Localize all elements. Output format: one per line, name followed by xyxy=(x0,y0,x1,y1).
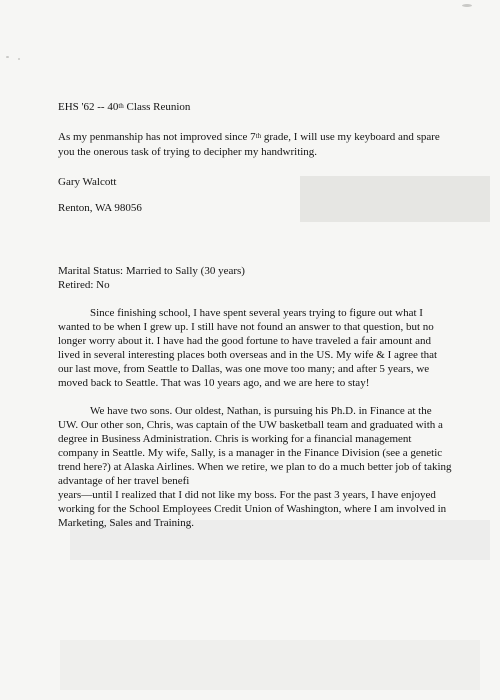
intro-line-1: As my penmanship has not improved since 7th grade, I will use my keyboard and spare xyxy=(58,131,440,143)
marital-status: Marital Status: Married to Sally (30 years) xyxy=(58,265,245,277)
body-line: degree in Business Administration. Chris is working for a financial management xyxy=(58,433,412,445)
body-line: company in Seattle. My wife, Sally, is a manager in the Finance Division (see a genetic xyxy=(58,447,443,459)
scan-speck xyxy=(6,56,9,58)
scan-smudge xyxy=(60,640,480,690)
body-line: our last move, from Seattle to Dallas, was one move too many; and after 5 years, we xyxy=(58,363,430,375)
author-location: Renton, WA 98056 xyxy=(58,202,142,214)
body-line: UW. Our other son, Chris, was captain of the UW basketball team and graduated with a xyxy=(58,419,443,431)
retired-status: Retired: No xyxy=(58,279,110,291)
body-line: working for the School Employees Credit Union of Washington, where I am involved in xyxy=(58,503,447,515)
body-line: advantage of her travel benefi xyxy=(58,475,190,487)
intro-line-2: you the onerous task of trying to decipher my handwriting. xyxy=(58,146,318,158)
scan-speck xyxy=(18,58,20,60)
body-line: trend here?) at Alaska Airlines. When we retire, we plan to do a much better job of taking xyxy=(58,461,452,473)
author-name: Gary Walcott xyxy=(58,176,117,188)
body-line: moved back to Seattle. That was 10 years ago, and we are here to stay! xyxy=(58,377,370,389)
body-line: Marketing, Sales and Training. xyxy=(58,517,194,529)
body-line: Since finishing school, I have spent several years trying to figure out what I xyxy=(90,307,423,319)
heading: EHS '62 -- 40th Class Reunion xyxy=(58,101,191,113)
body-line: longer worry about it. I have had the good fortune to have traveled a fair amount and xyxy=(58,335,431,347)
body-line: years—until I realized that I did not like my boss. For the past 3 years, I have enjoyed xyxy=(58,489,436,501)
body-line: We have two sons. Our oldest, Nathan, is pursuing his Ph.D. in Finance at the xyxy=(90,405,432,417)
scan-speck xyxy=(462,4,472,7)
scan-smudge xyxy=(300,176,490,222)
body-line: wanted to be when I grew up. I still have not found an answer to that question, but no xyxy=(58,321,434,333)
body-line: lived in several interesting places both overseas and in the US. My wife & I agree that xyxy=(58,349,438,361)
